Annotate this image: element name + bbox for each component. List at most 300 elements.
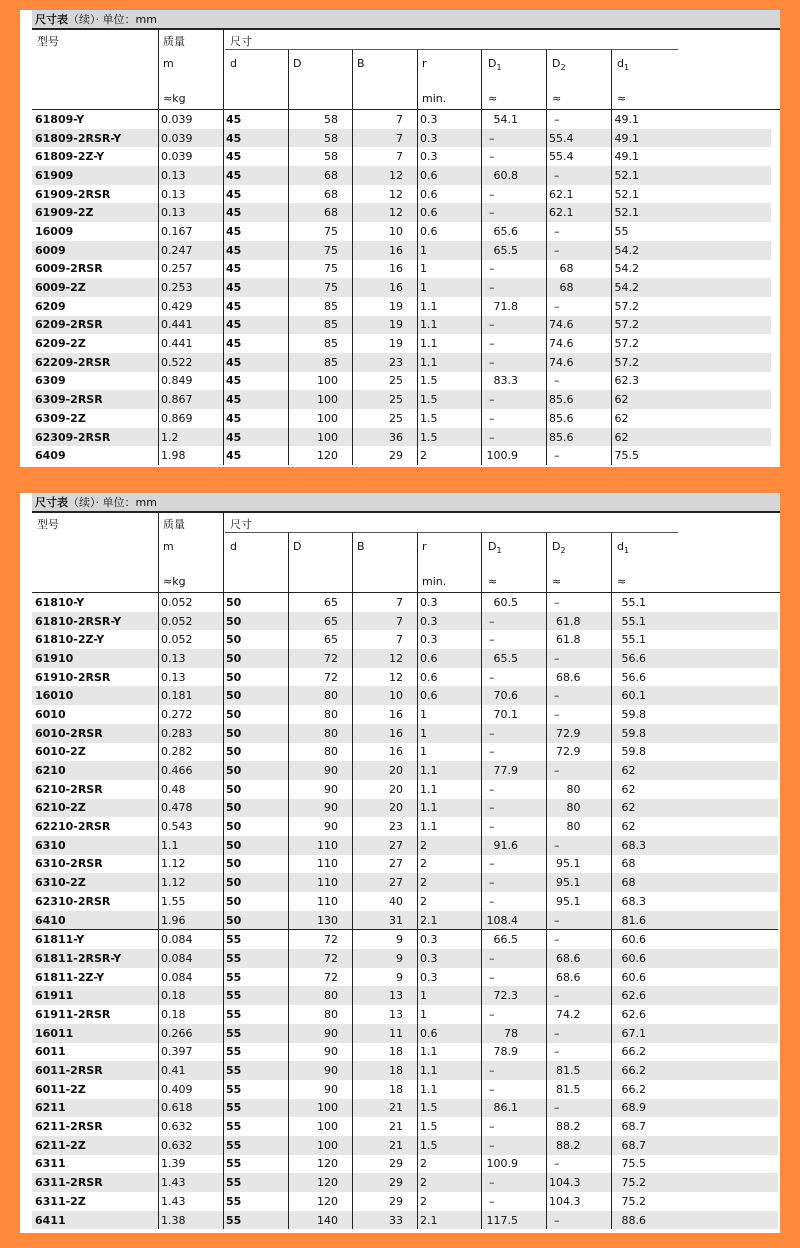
cell-D2: – bbox=[554, 449, 560, 463]
cell-D1: 100.9 bbox=[486, 1157, 518, 1171]
cell-D2: 68 bbox=[546, 278, 612, 297]
cell-model: 6211-2Z bbox=[32, 1136, 158, 1155]
column-divider bbox=[546, 533, 547, 1229]
cell-model: 6010-2RSR bbox=[32, 724, 158, 743]
cell-d1: 57.2 bbox=[614, 337, 639, 351]
cell-D1: – bbox=[489, 1007, 495, 1021]
cell-d1: 62 bbox=[621, 782, 636, 796]
cell-D: 120 bbox=[317, 449, 338, 463]
cell-model: 6209-2Z bbox=[35, 337, 86, 351]
cell-B: 18 bbox=[389, 1045, 403, 1059]
cell-d: 50 bbox=[226, 857, 242, 871]
cell-D1: – bbox=[481, 873, 546, 892]
cell-D: 72 bbox=[288, 949, 352, 968]
cell-B: 19 bbox=[389, 337, 403, 351]
cell-d1: 66.2 bbox=[621, 1082, 646, 1096]
cell-B: 29 bbox=[389, 1157, 403, 1171]
cell-mass: 0.257 bbox=[161, 262, 193, 276]
cell-D: 120 bbox=[288, 1173, 352, 1192]
cell-D2: – bbox=[546, 686, 619, 705]
header-top-rule bbox=[32, 511, 780, 513]
cell-r: 1.5 bbox=[420, 374, 438, 388]
header-D1: $D_1$ bbox=[488, 540, 502, 555]
cell-model: 61911-2RSR bbox=[35, 1007, 111, 1021]
cell-model: 6409 bbox=[35, 449, 66, 463]
cell-d1: 75.2 bbox=[621, 1194, 646, 1208]
cell-D1: – bbox=[481, 390, 546, 409]
cell-d1: 54.2 bbox=[612, 278, 771, 297]
cell-r: 2.1 bbox=[417, 1211, 481, 1230]
cell-D: 90 bbox=[288, 1024, 352, 1043]
cell-mass: 1.1 bbox=[158, 836, 223, 855]
header-top-rule bbox=[32, 28, 780, 30]
cell-d1: 66.2 bbox=[619, 1061, 778, 1080]
header-unit-kg: ≈kg bbox=[163, 575, 186, 588]
cell-mass: 0.13 bbox=[158, 166, 223, 185]
cell-D2: 62.1 bbox=[546, 203, 612, 222]
cell-D1: – bbox=[481, 278, 546, 297]
cell-D2: – bbox=[554, 1045, 560, 1059]
cell-D1: 60.8 bbox=[481, 166, 546, 185]
cell-B: 27 bbox=[389, 857, 403, 871]
cell-d: 50 bbox=[223, 649, 288, 668]
cell-mass: 1.12 bbox=[161, 857, 186, 871]
cell-d1: 52.1 bbox=[614, 187, 639, 201]
cell-model: 16010 bbox=[32, 686, 158, 705]
cell-d1: 62 bbox=[621, 820, 636, 834]
cell-d1: 68.3 bbox=[619, 836, 778, 855]
cell-r: 1.5 bbox=[420, 1120, 438, 1134]
cell-d1: 68.7 bbox=[619, 1136, 778, 1155]
cell-r: 0.3 bbox=[417, 129, 481, 148]
cell-model: 61809-Y bbox=[35, 112, 85, 126]
cell-d1: 68.3 bbox=[621, 894, 646, 908]
cell-D1: – bbox=[489, 150, 495, 164]
cell-D2: – bbox=[546, 649, 619, 668]
cell-B: 7 bbox=[396, 595, 403, 609]
cell-model: 6210-2Z bbox=[32, 799, 158, 818]
cell-d: 55 bbox=[226, 1194, 242, 1208]
cell-D2: – bbox=[554, 299, 560, 313]
cell-B: 25 bbox=[352, 390, 417, 409]
cell-B: 18 bbox=[352, 1061, 417, 1080]
cell-d: 45 bbox=[226, 299, 242, 313]
cell-d: 45 bbox=[223, 428, 288, 447]
cell-D2: 61.8 bbox=[556, 633, 581, 647]
table-row bbox=[32, 911, 778, 930]
cell-model: 6210 bbox=[32, 761, 158, 780]
cell-d: 50 bbox=[223, 686, 288, 705]
cell-mass: 0.632 bbox=[161, 1120, 193, 1134]
cell-D: 80 bbox=[288, 686, 352, 705]
cell-r: 1 bbox=[420, 707, 427, 721]
cell-r: 0.3 bbox=[417, 612, 481, 631]
cell-d1: 57.2 bbox=[614, 299, 639, 313]
cell-B: 12 bbox=[389, 187, 403, 201]
cell-mass: 1.55 bbox=[161, 894, 186, 908]
cell-B: 7 bbox=[352, 129, 417, 148]
cell-B: 9 bbox=[352, 930, 417, 949]
cell-r: 2 bbox=[420, 1157, 427, 1171]
header-D2: $D_2$ bbox=[552, 57, 566, 72]
table-row bbox=[32, 593, 778, 612]
cell-d: 50 bbox=[226, 745, 242, 759]
cell-D: 80 bbox=[324, 745, 338, 759]
cell-r: 1 bbox=[417, 241, 481, 260]
cell-model: 62310-2RSR bbox=[35, 894, 111, 908]
table-row bbox=[32, 372, 771, 391]
cell-model: 61811-2RSR-Y bbox=[32, 949, 158, 968]
cell-mass: 0.052 bbox=[158, 612, 223, 631]
table-row bbox=[32, 892, 778, 911]
header-d: d bbox=[230, 540, 237, 553]
cell-model: 61811-2Z-Y bbox=[35, 970, 105, 984]
cell-mass: 1.39 bbox=[161, 1157, 186, 1171]
cell-D2: 88.2 bbox=[546, 1136, 619, 1155]
bearing-data-table bbox=[32, 593, 778, 1229]
cell-d1: 60.6 bbox=[619, 930, 778, 949]
column-divider bbox=[288, 50, 289, 465]
cell-D: 68 bbox=[324, 187, 338, 201]
cell-d: 45 bbox=[226, 112, 242, 126]
cell-d1: 68 bbox=[621, 857, 636, 871]
cell-D: 110 bbox=[288, 836, 352, 855]
column-divider bbox=[223, 28, 224, 465]
cell-d: 55 bbox=[223, 1099, 288, 1118]
cell-D1: 70.6 bbox=[481, 686, 546, 705]
cell-r: 1.1 bbox=[420, 1045, 438, 1059]
header-d: d bbox=[230, 57, 237, 70]
cell-d1: 54.2 bbox=[614, 262, 639, 276]
cell-d1: 49.1 bbox=[612, 129, 771, 148]
cell-D2: – bbox=[546, 241, 612, 260]
cell-model: 6010 bbox=[35, 707, 66, 721]
header-min: min. bbox=[422, 92, 447, 105]
header-unit-kg: ≈kg bbox=[163, 92, 186, 105]
cell-B: 40 bbox=[389, 894, 403, 908]
cell-D2: 62.1 bbox=[549, 187, 574, 201]
cell-d1: 62.6 bbox=[621, 1007, 646, 1021]
cell-B: 25 bbox=[389, 374, 403, 388]
cell-B: 29 bbox=[389, 449, 403, 463]
cell-D1: – bbox=[489, 970, 495, 984]
cell-d: 55 bbox=[223, 1024, 288, 1043]
cell-model: 61909-2RSR bbox=[35, 187, 111, 201]
table-row bbox=[32, 110, 771, 129]
cell-D2: – bbox=[554, 112, 560, 126]
cell-d: 55 bbox=[226, 1157, 242, 1171]
cell-r: 2 bbox=[417, 873, 481, 892]
cell-D: 100 bbox=[288, 1136, 352, 1155]
cell-D1: 91.6 bbox=[481, 836, 546, 855]
cell-r: 1.1 bbox=[417, 1061, 481, 1080]
cell-d1: 62 bbox=[619, 799, 778, 818]
cell-mass: 0.41 bbox=[158, 1061, 223, 1080]
cell-d1: 62.3 bbox=[614, 374, 639, 388]
cell-d1: 55.1 bbox=[619, 612, 778, 631]
cell-mass: 0.181 bbox=[158, 686, 223, 705]
header-dimensions: 尺寸 bbox=[230, 518, 252, 531]
cell-B: 12 bbox=[352, 166, 417, 185]
cell-mass: 1.43 bbox=[161, 1194, 186, 1208]
cell-r: 0.3 bbox=[417, 930, 481, 949]
table-row bbox=[32, 780, 778, 799]
cell-B: 7 bbox=[396, 112, 403, 126]
cell-d1: 54.2 bbox=[612, 241, 771, 260]
cell-B: 7 bbox=[352, 612, 417, 631]
cell-D2: – bbox=[546, 930, 619, 949]
cell-mass: 0.441 bbox=[158, 316, 223, 335]
cell-D2: 74.2 bbox=[556, 1007, 581, 1021]
cell-mass: 1.12 bbox=[158, 873, 223, 892]
header-d1: $d_1$ bbox=[617, 540, 630, 555]
column-divider bbox=[611, 533, 612, 1229]
cell-D1: 65.5 bbox=[481, 241, 546, 260]
cell-d: 45 bbox=[226, 411, 242, 425]
cell-r: 1 bbox=[420, 1007, 427, 1021]
column-divider bbox=[546, 50, 547, 465]
cell-D1: – bbox=[481, 428, 546, 447]
table-row bbox=[32, 166, 771, 185]
cell-B: 31 bbox=[352, 911, 417, 930]
table-row bbox=[32, 986, 778, 1005]
table-row bbox=[32, 724, 778, 743]
cell-D1: – bbox=[481, 353, 546, 372]
cell-D1: 65.5 bbox=[481, 649, 546, 668]
cell-B: 16 bbox=[352, 724, 417, 743]
cell-d: 45 bbox=[226, 337, 242, 351]
header-mass: 质量 bbox=[163, 35, 185, 48]
table-row bbox=[32, 836, 778, 855]
table-row bbox=[32, 1211, 778, 1230]
cell-D2: 95.1 bbox=[556, 857, 581, 871]
cell-D2: 85.6 bbox=[546, 390, 612, 409]
cell-mass: 0.247 bbox=[158, 241, 223, 260]
cell-model: 61909 bbox=[32, 166, 158, 185]
cell-d: 55 bbox=[223, 949, 288, 968]
cell-mass: 0.522 bbox=[158, 353, 223, 372]
column-divider bbox=[611, 50, 612, 465]
cell-r: 0.6 bbox=[420, 224, 438, 238]
cell-D1: – bbox=[489, 411, 495, 425]
cell-D: 72 bbox=[324, 970, 338, 984]
cell-r: 0.3 bbox=[420, 150, 438, 164]
cell-B: 12 bbox=[352, 649, 417, 668]
cell-D2: 68.6 bbox=[556, 970, 581, 984]
cell-model: 6009-2RSR bbox=[35, 262, 103, 276]
cell-mass: 0.283 bbox=[158, 724, 223, 743]
table-row bbox=[32, 1024, 778, 1043]
cell-D: 110 bbox=[317, 894, 338, 908]
cell-D2: – bbox=[546, 986, 619, 1005]
cell-D: 120 bbox=[317, 1157, 338, 1171]
cell-r: 0.6 bbox=[417, 166, 481, 185]
cell-r: 1.1 bbox=[417, 799, 481, 818]
cell-D1: – bbox=[481, 316, 546, 335]
cell-mass: 0.266 bbox=[158, 1024, 223, 1043]
cell-model: 6011 bbox=[35, 1045, 66, 1059]
cell-r: 1.5 bbox=[417, 1099, 481, 1118]
cell-B: 21 bbox=[352, 1136, 417, 1155]
cell-model: 6010-2Z bbox=[35, 745, 86, 759]
cell-B: 11 bbox=[352, 1024, 417, 1043]
cell-B: 25 bbox=[389, 411, 403, 425]
table-title bbox=[32, 10, 780, 30]
table-row bbox=[32, 686, 778, 705]
cell-mass: 1.2 bbox=[158, 428, 223, 447]
cell-d1: 68.9 bbox=[619, 1099, 778, 1118]
cell-d: 45 bbox=[223, 278, 288, 297]
cell-D: 90 bbox=[288, 799, 352, 818]
cell-D: 140 bbox=[288, 1211, 352, 1230]
cell-B: 27 bbox=[352, 873, 417, 892]
cell-mass: 0.052 bbox=[161, 595, 193, 609]
header-model: 型号 bbox=[37, 35, 59, 48]
cell-d1: 59.8 bbox=[619, 724, 778, 743]
cell-model: 6211-2RSR bbox=[35, 1120, 103, 1134]
cell-D2: 81.5 bbox=[546, 1061, 619, 1080]
cell-D1: 78.9 bbox=[493, 1045, 518, 1059]
table-title bbox=[32, 493, 780, 513]
header-D: D bbox=[293, 57, 302, 70]
cell-mass: 0.869 bbox=[161, 411, 193, 425]
cell-model: 61911 bbox=[32, 986, 158, 1005]
cell-D1: 72.3 bbox=[481, 986, 546, 1005]
cell-d: 45 bbox=[226, 449, 242, 463]
cell-B: 29 bbox=[352, 1173, 417, 1192]
cell-B: 21 bbox=[389, 1120, 403, 1134]
header-approx-D2: ≈ bbox=[552, 575, 562, 588]
cell-d1: 52.1 bbox=[612, 166, 771, 185]
cell-d: 45 bbox=[223, 166, 288, 185]
cell-D: 120 bbox=[317, 1194, 338, 1208]
cell-D2: 80 bbox=[546, 799, 619, 818]
cell-mass: 0.167 bbox=[161, 224, 193, 238]
table-row bbox=[32, 353, 771, 372]
cell-mass: 0.632 bbox=[158, 1136, 223, 1155]
cell-r: 1 bbox=[420, 745, 427, 759]
cell-d: 55 bbox=[226, 1007, 242, 1021]
table-row bbox=[32, 222, 771, 241]
cell-r: 0.3 bbox=[420, 595, 438, 609]
cell-model: 6410 bbox=[32, 911, 158, 930]
cell-D: 110 bbox=[288, 873, 352, 892]
cell-d1: 57.2 bbox=[612, 353, 771, 372]
cell-d: 50 bbox=[223, 724, 288, 743]
cell-d: 55 bbox=[223, 1061, 288, 1080]
bearing-data-table bbox=[32, 110, 771, 465]
cell-model: 6310 bbox=[32, 836, 158, 855]
cell-D1: 65.6 bbox=[493, 224, 518, 238]
cell-D1: – bbox=[489, 187, 495, 201]
cell-D: 100 bbox=[288, 428, 352, 447]
cell-d: 55 bbox=[223, 1211, 288, 1230]
table-row bbox=[32, 1099, 778, 1118]
cell-r: 1.1 bbox=[420, 299, 438, 313]
cell-model: 16009 bbox=[35, 224, 74, 238]
cell-mass: 0.039 bbox=[158, 129, 223, 148]
cell-mass: 0.867 bbox=[158, 390, 223, 409]
cell-d: 55 bbox=[223, 1173, 288, 1192]
table-row bbox=[32, 873, 778, 892]
cell-D: 100 bbox=[288, 390, 352, 409]
cell-mass: 0.849 bbox=[161, 374, 193, 388]
table-row bbox=[32, 705, 778, 724]
cell-d1: 75.5 bbox=[621, 1157, 646, 1171]
cell-d: 50 bbox=[226, 782, 242, 796]
table-row bbox=[32, 147, 771, 166]
cell-D2: 74.6 bbox=[546, 353, 612, 372]
cell-B: 23 bbox=[352, 353, 417, 372]
header-min: min. bbox=[422, 575, 447, 588]
cell-d: 50 bbox=[226, 894, 242, 908]
cell-B: 23 bbox=[389, 820, 403, 834]
cell-D2: – bbox=[554, 1157, 560, 1171]
cell-mass: 0.039 bbox=[161, 112, 193, 126]
cell-r: 2.1 bbox=[417, 911, 481, 930]
cell-D: 72 bbox=[288, 930, 352, 949]
cell-mass: 0.466 bbox=[158, 761, 223, 780]
cell-D2: 72.9 bbox=[556, 745, 581, 759]
cell-r: 1 bbox=[420, 262, 427, 276]
cell-d: 50 bbox=[223, 799, 288, 818]
cell-D: 85 bbox=[288, 316, 352, 335]
cell-d1: 59.8 bbox=[621, 745, 646, 759]
cell-r: 1 bbox=[417, 724, 481, 743]
cell-d1: 60.1 bbox=[619, 686, 778, 705]
cell-B: 9 bbox=[396, 970, 403, 984]
cell-D2: 85.6 bbox=[549, 411, 574, 425]
cell-D2: 74.6 bbox=[549, 337, 574, 351]
cell-model: 6309 bbox=[35, 374, 66, 388]
cell-d: 50 bbox=[226, 707, 242, 721]
cell-D2: – bbox=[546, 836, 619, 855]
cell-B: 7 bbox=[396, 150, 403, 164]
cell-mass: 0.13 bbox=[161, 670, 186, 684]
cell-B: 13 bbox=[352, 986, 417, 1005]
cell-d1: 49.1 bbox=[614, 150, 639, 164]
cell-mass: 0.429 bbox=[161, 299, 193, 313]
cell-d1: 52.1 bbox=[612, 203, 771, 222]
cell-d1: 62 bbox=[619, 761, 778, 780]
cell-r: 0.6 bbox=[417, 649, 481, 668]
cell-d: 50 bbox=[226, 670, 242, 684]
cell-D: 90 bbox=[324, 1082, 338, 1096]
cell-D1: 83.3 bbox=[493, 374, 518, 388]
cell-r: 0.3 bbox=[420, 633, 438, 647]
cell-D2: 74.6 bbox=[546, 316, 612, 335]
cell-D: 65 bbox=[324, 633, 338, 647]
cell-D2: – bbox=[554, 707, 560, 721]
header-mass: 质量 bbox=[163, 518, 185, 531]
cell-mass: 0.18 bbox=[161, 1007, 186, 1021]
cell-D1: 71.8 bbox=[493, 299, 518, 313]
cell-r: 2 bbox=[420, 1194, 427, 1208]
cell-d: 45 bbox=[223, 241, 288, 260]
cell-model: 61909-2Z bbox=[32, 203, 158, 222]
column-divider bbox=[223, 511, 224, 1229]
cell-B: 10 bbox=[389, 224, 403, 238]
cell-r: 1.1 bbox=[417, 353, 481, 372]
cell-D: 90 bbox=[324, 782, 338, 796]
cell-model: 61811-Y bbox=[32, 930, 158, 949]
cell-mass: 0.543 bbox=[161, 820, 193, 834]
cell-D2: – bbox=[554, 224, 560, 238]
cell-r: 1.5 bbox=[420, 411, 438, 425]
column-divider bbox=[417, 533, 418, 1229]
table-row bbox=[32, 260, 771, 279]
cell-D: 75 bbox=[324, 224, 338, 238]
